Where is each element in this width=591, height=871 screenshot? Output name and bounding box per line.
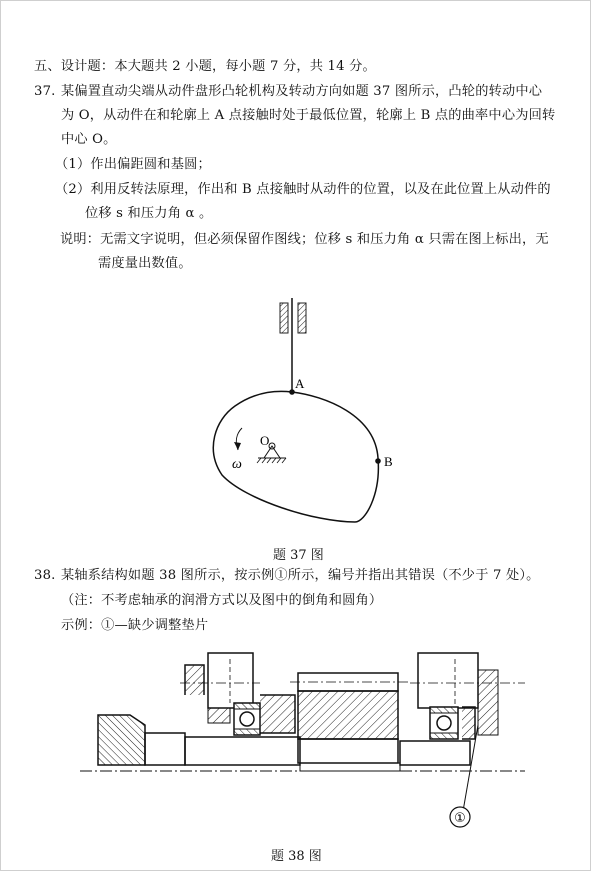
bearing-right-inner: [430, 707, 458, 713]
point-A: [289, 389, 295, 395]
q37-stem-line3: 中心 O。: [61, 132, 117, 147]
figure-37-cam: [200, 290, 400, 540]
shaft-step-2: [185, 737, 300, 765]
rotation-arrow-head: [234, 442, 241, 450]
figure-38-caption: 题 38 图: [271, 849, 322, 864]
housing-right-wall: [462, 707, 475, 739]
follower-guide-left: [280, 303, 288, 333]
pivot-ground-hatch: [257, 458, 286, 463]
bearing-right-ball: [437, 716, 451, 730]
marker-1: ①: [454, 811, 466, 826]
housing-middle: [260, 695, 295, 733]
figure-38-shaft: [70, 645, 530, 845]
q38-note: （注：不考虑轴承的润滑方式以及图中的倒角和圆角）: [61, 593, 383, 608]
follower-guide-right: [298, 303, 306, 333]
q38-stem: 某轴系结构如题 38 图所示，按示例①所示，编号并指出其错误（不少于 7 处）。: [61, 568, 540, 583]
point-B: [375, 458, 381, 464]
shaft-step-3: [300, 763, 400, 771]
bearing-cover-left: [208, 653, 253, 708]
bearing-left-ball: [240, 712, 254, 726]
label-O: O: [260, 433, 270, 448]
q38-number: 38.: [34, 568, 56, 583]
gear-body: [298, 691, 398, 739]
q38-example: 示例：①—缺少调整垫片: [61, 618, 209, 633]
label-B: B: [384, 454, 393, 469]
housing-left-hatch: [185, 665, 204, 695]
shaft-step-1: [145, 733, 185, 765]
bearing-cover-left-hatch: [208, 708, 230, 723]
q37-note-line1: 说明：无需文字说明，但必须保留作图线；位移 s 和压力角 α 只需在图上标出，无: [60, 232, 549, 247]
bearing-cover-right: [418, 653, 478, 708]
bearing-cover-right-hatch: [478, 670, 498, 735]
q37-number: 37.: [34, 84, 56, 99]
shaft-end-left: [98, 715, 145, 765]
bearing-left-inner: [234, 703, 260, 709]
figure-37-caption: 题 37 图: [273, 548, 324, 563]
q37-note-line2: 需度量出数值。: [98, 256, 192, 271]
label-omega: ω: [232, 457, 242, 472]
section-header: 五、设计题：本大题共 2 小题，每小题 7 分，共 14 分。: [34, 59, 376, 74]
label-A: A: [295, 376, 305, 391]
q37-sub1: （1）作出偏距圆和基圆；: [55, 157, 211, 172]
q37-stem-line1: 某偏置直动尖端从动件盘形凸轮机构及转动方向如题 37 图所示，凸轮的转动中心: [61, 84, 543, 99]
q37-sub2-line1: （2）利用反转法原理，作出和 B 点接触时从动件的位置，以及在此位置上从动件的: [55, 182, 551, 197]
q37-sub2-line2: 位移 s 和压力角 α 。: [85, 206, 213, 221]
shaft-step-4: [400, 741, 470, 765]
q37-stem-line2: 为 O，从动件在和轮廓上 A 点接触时处于最低位置，轮廓上 B 点的曲率中心为回转: [61, 108, 556, 123]
bearing-left-outer: [234, 729, 260, 735]
gear-rim-bottom: [298, 739, 398, 763]
bearing-right-outer: [430, 733, 458, 739]
